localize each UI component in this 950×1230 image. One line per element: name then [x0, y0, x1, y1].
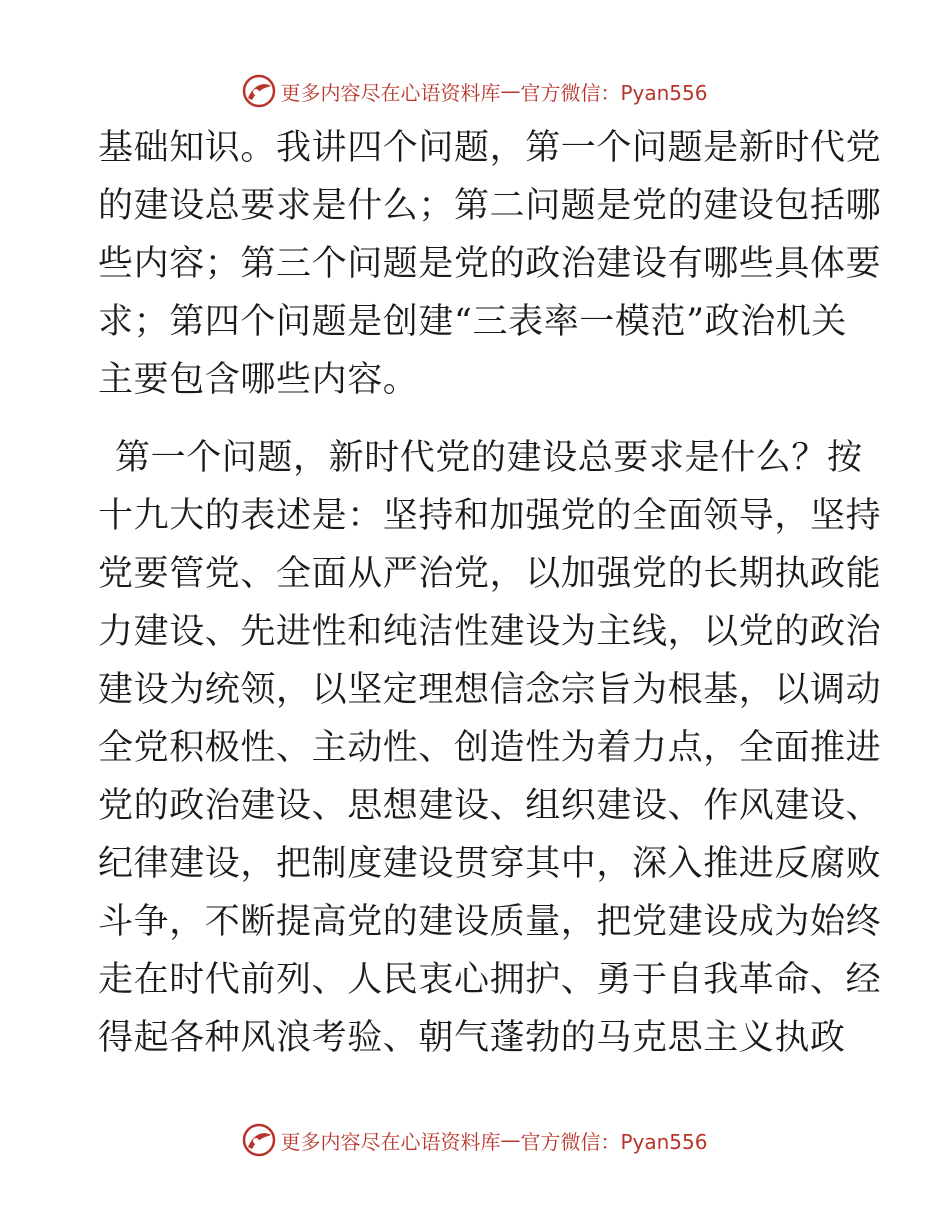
- text-line: 斗争，不断提高党的建设质量，把党建设成为始终: [98, 902, 882, 942]
- text-line: 求；第四个问题是创建“三表率一模范”政治机关: [98, 302, 847, 342]
- text-line: 建设为统领，以坚定理想信念宗旨为根基，以调动: [98, 670, 882, 710]
- text-line: 走在时代前列、人民衷心拥护、勇于自我革命、经: [98, 960, 882, 1000]
- text-line: 力建设、先进性和纯洁性建设为主线，以党的政治: [98, 612, 882, 652]
- text-line: 些内容；第三个问题是党的政治建设有哪些具体要: [98, 244, 882, 284]
- text-line: 得起各种风浪考验、朝气蓬勃的马克思主义执政: [98, 1018, 846, 1058]
- text-line: 主要包含哪些内容。: [98, 360, 419, 400]
- banner-separator: —: [500, 1128, 521, 1152]
- text-line: 党要管党、全面从严治党，以加强党的长期执政能: [98, 554, 882, 594]
- text-line: 十九大的表述是：坚持和加强党的全面领导，坚持: [98, 496, 882, 536]
- text-line: 全党积极性、主动性、创造性为着力点，全面推进: [98, 728, 882, 768]
- text-line: 党的政治建设、思想建设、组织建设、作风建设、: [98, 786, 882, 826]
- footer-watermark: [0, 1120, 950, 1160]
- banner-separator: —: [500, 79, 521, 103]
- banner-text: 更多内容尽在心语资料库: [280, 80, 501, 105]
- logo-icon: [242, 1123, 276, 1157]
- text-line: 纪律建设，把制度建设贯穿其中，深入推进反腐败: [98, 844, 882, 884]
- text-line: 基础知识。我讲四个问题，第一个问题是新时代党: [98, 128, 882, 168]
- text-line: 的建设总要求是什么；第二问题是党的建设包括哪: [98, 186, 882, 226]
- banner-wechat: 官方微信：Pyan556: [520, 1129, 708, 1154]
- text-line: 第一个问题，新时代党的建设总要求是什么？按: [115, 438, 863, 478]
- logo-icon: [242, 74, 276, 108]
- banner-text: 更多内容尽在心语资料库: [280, 1129, 501, 1154]
- header-watermark: [0, 71, 950, 111]
- document-body: [98, 119, 882, 1067]
- banner-wechat: 官方微信：Pyan556: [520, 80, 708, 105]
